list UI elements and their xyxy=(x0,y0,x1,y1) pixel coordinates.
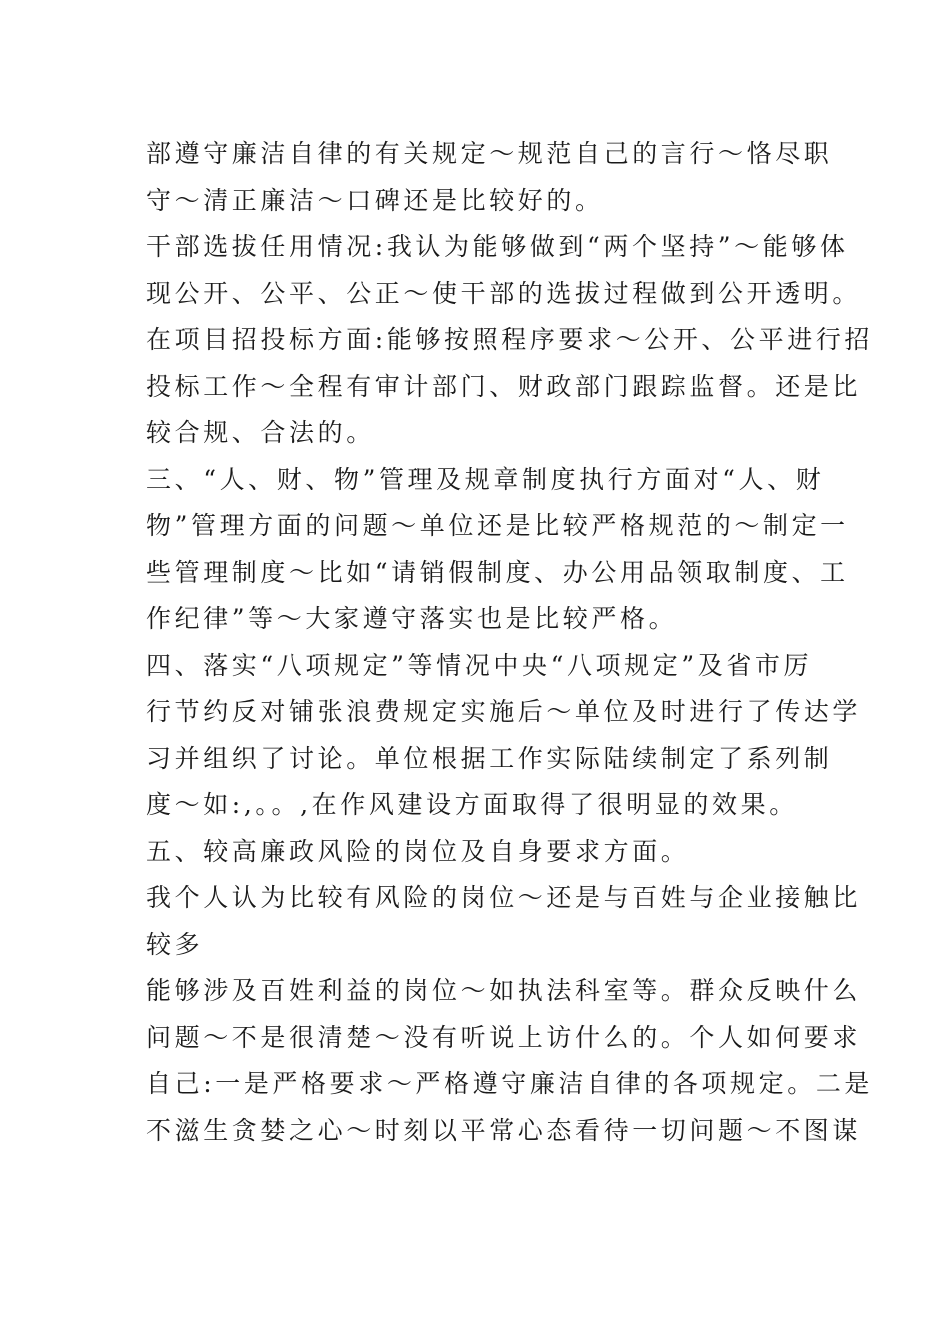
text-line: 能够涉及百姓利益的岗位～如执法科室等。群众反映什么 xyxy=(146,976,862,1005)
text-line: 行节约反对铺张浪费规定实施后～单位及时进行了传达学 xyxy=(146,697,862,726)
text-line: 在项目招投标方面:能够按照程序要求～公开、公平进行招 xyxy=(146,325,874,354)
text-line: 四、落实“八项规定”等情况中央“八项规定”及省市厉 xyxy=(146,650,813,680)
text-line: 我个人认为比较有风险的岗位～还是与百姓与企业接触比 xyxy=(146,883,862,912)
text-line: 不滋生贪婪之心～时刻以平常心态看待一切问题～不图谋 xyxy=(146,1115,862,1145)
text-line: 三、“人、财、物”管理及规章制度执行方面对“人、财 xyxy=(146,464,825,494)
document-body xyxy=(146,131,874,1154)
text-line: 问题～不是很清楚～没有听说上访什么的。个人如何要求 xyxy=(146,1022,862,1052)
text-line: 守～清正廉洁～口碑还是比较好的。 xyxy=(146,185,604,215)
text-line: 自己:一是严格要求～严格遵守廉洁自律的各项规定。二是 xyxy=(146,1069,874,1098)
text-line: 作纪律”等～大家遵守落实也是比较严格。 xyxy=(146,604,678,633)
text-line: 习并组织了讨论。单位根据工作实际陆续制定了系列制 xyxy=(146,743,833,773)
text-line: 干部选拔任用情况:我认为能够做到“两个坚持”～能够体 xyxy=(146,232,849,261)
text-line: 较多 xyxy=(146,929,204,959)
text-line: 投标工作～全程有审计部门、财政部门跟踪监督。还是比 xyxy=(146,371,862,401)
text-line: 部遵守廉洁自律的有关规定～规范自己的言行～恪尽职 xyxy=(146,139,833,168)
text-line: 些管理制度～比如“请销假制度、办公用品领取制度、工 xyxy=(146,557,849,587)
text-line: 较合规、合法的。 xyxy=(146,418,375,447)
text-line: 物”管理方面的问题～单位还是比较严格规范的～制定一 xyxy=(146,511,849,540)
text-line: 五、较高廉政风险的岗位及自身要求方面。 xyxy=(146,836,690,866)
text-line: 现公开、公平、公正～使干部的选拔过程做到公开透明。 xyxy=(146,278,862,308)
text-line: 度～如:,。。,在作风建设方面取得了很明显的效果。 xyxy=(146,790,798,819)
